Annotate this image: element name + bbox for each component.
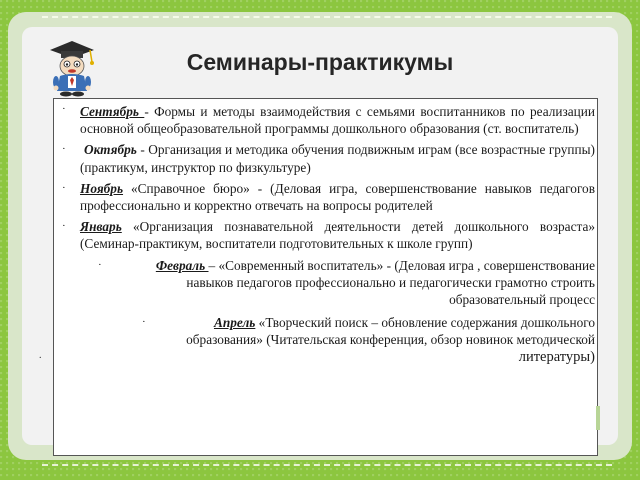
- page-title: Семинары-практикумы: [186, 49, 454, 75]
- bullet-icon: ·: [62, 181, 66, 194]
- month-label: Октябрь: [84, 142, 141, 158]
- graduate-cartoon-icon: [44, 36, 100, 98]
- item-text: - Формы и методы взаимодействия с семьями воспитанников по реализации основной общеобразовательной программы дошкольного образования (ст. воспитатель): [80, 104, 595, 137]
- bullet-icon: ·: [62, 103, 66, 115]
- list-item-september: [58, 101, 595, 137]
- month-label: Февраль: [155, 257, 209, 273]
- decorative-dot: .: [39, 350, 42, 361]
- bullet-icon: ·: [142, 316, 146, 329]
- top-stitch-divider: [42, 16, 612, 18]
- bottom-stitch-divider: [42, 464, 612, 466]
- item-text-tail: литературы): [518, 348, 595, 365]
- month-label: Январь: [80, 219, 122, 235]
- list-item-november: [58, 180, 595, 214]
- list-item-april: [58, 314, 595, 366]
- item-text: «Справочное бюро» - (Деловая игра, совершенствование навыков педагогов профессионально и корректно отвечать на вопросы родителей: [80, 180, 595, 214]
- list-item-february: [58, 257, 595, 309]
- list-item-october: [58, 141, 595, 175]
- month-label: Ноябрь: [80, 180, 124, 196]
- list-item-january: [58, 218, 595, 252]
- bullet-icon: ·: [62, 220, 66, 233]
- bullet-icon: ·: [62, 143, 66, 156]
- item-text: - Организация и методика обучения подвижным играм (все возрастные группы) (практикум, инструктор по физкультуре): [80, 142, 595, 175]
- seminar-list: [58, 101, 595, 366]
- decorative-stripe: [596, 406, 600, 430]
- item-text: «Творческий поиск – обновление содержания дошкольного образования» (Читательская конференция, обзор новинок методической: [186, 315, 595, 348]
- bullet-icon: ·: [98, 258, 102, 271]
- item-text: – «Современный воспитатель» - (Деловая игра , совершенствование навыков педагогов профессионально и педагогически грамотно строить образовательный процесс: [186, 257, 595, 308]
- month-label: Апрель: [213, 315, 256, 331]
- item-text: «Организация познавательной деятельности детей дошкольного возраста» (Семинар-практикум, воспитатели подготовительных к школе групп): [80, 219, 595, 252]
- month-label: Сентябрь: [80, 104, 145, 119]
